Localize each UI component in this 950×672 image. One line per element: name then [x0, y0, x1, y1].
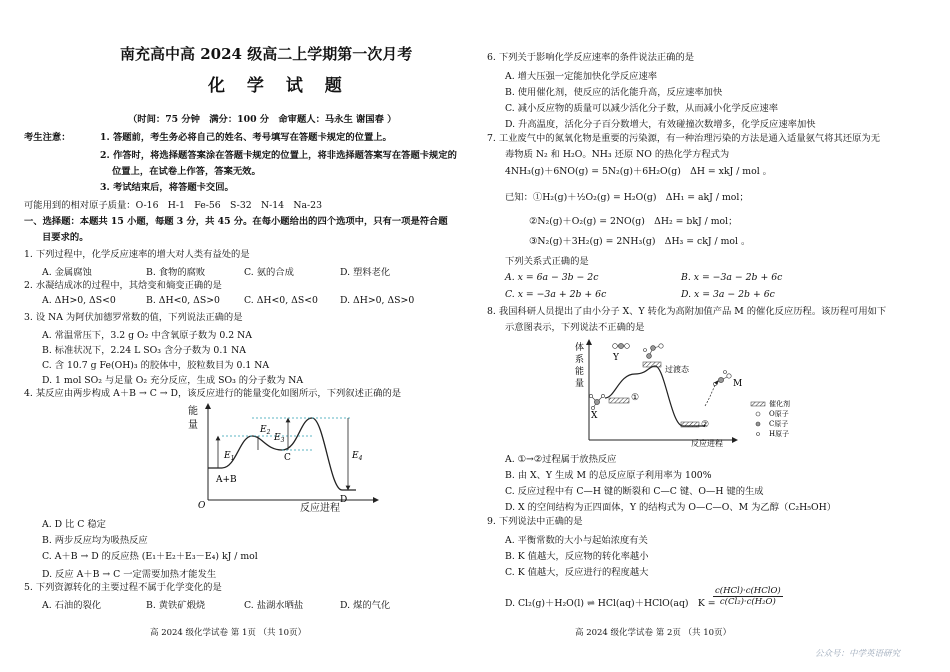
q1-option-b: B. 食物的腐败 [146, 267, 206, 278]
transition-state-label: 过渡态 [665, 365, 689, 374]
label-e3: $E_3$ [274, 433, 285, 444]
footer-page-1: 高 2024 级化学试卷 第 1页 （共 10页） [150, 628, 307, 638]
q8-option-a: A. ①→②过程属于放热反应 [505, 454, 617, 465]
q4-option-b: B. 两步反应均为吸热反应 [42, 535, 148, 546]
catalyst-surface-ts [643, 362, 661, 367]
question-7-cont: 毒物质 N₂ 和 H₂O。NH₃ 还原 NO 的热化学方程式为 [505, 149, 730, 160]
q7-option-d: D. x = 3a − 2b + 6c [681, 289, 775, 300]
notice-label: 考生注意： [24, 132, 71, 143]
molecule-y-label: Y [613, 353, 619, 363]
question-9: 9. 下列说法中正确的是 [487, 516, 583, 527]
question-6: 6. 下列关于影响化学反应速率的条件说法正确的是 [487, 52, 695, 63]
step-1-label: ① [631, 393, 640, 403]
svg-text:量: 量 [575, 379, 585, 389]
reaction-curve [605, 366, 705, 426]
q9-option-b: B. K 值越大，反应物的转化率越小 [505, 551, 649, 562]
svg-text:H原子: H原子 [769, 430, 790, 438]
product-arrow [705, 382, 717, 406]
section-1-heading: 一、选择题：本题共 15 小题，每题 3 分，共 45 分。在每小题给出的四个选项中，只有一项是符合题 [24, 216, 448, 227]
q5-option-a: A. 石油的裂化 [42, 600, 102, 611]
question-5: 5. 下列资源转化的主要过程不属于化学变化的是 [24, 582, 222, 593]
exam-info: （时间：75 分钟 满分：100 分 命审题人：马永生 谢国春 ） [128, 114, 397, 125]
notice-2b: 位置上，在试卷上作答，答案无效。 [112, 166, 261, 177]
q5-option-b: B. 黄铁矿煅烧 [146, 600, 206, 611]
q7-known-eq1: 已知：①H₂(g)＋½O₂(g) = H₂O(g) ΔH₁ = akJ / mol； [505, 192, 749, 203]
label-e2: $E_2$ [260, 425, 271, 436]
molecule-x [589, 394, 604, 409]
q1-option-a: A. 金属腐蚀 [42, 267, 92, 278]
section-1-heading-cont: 目要求的。 [42, 232, 89, 243]
exam-subtitle: 化 学 试 题 [208, 76, 350, 96]
question-4: 4. 某反应由两步构成 A＋B → C → D，该反应进行的能量变化如图所示，下列叙述正确的是 [24, 388, 402, 399]
notice-1: 1. 答题前，考生务必将自己的姓名、考号填写在答题卡规定的位置上。 [100, 132, 392, 143]
energy-profile-diagram [180, 400, 380, 512]
svg-text:系: 系 [575, 355, 585, 365]
q1-option-c: C. 氨的合成 [244, 267, 294, 278]
q6-option-c: C. 减小反应物的质量可以减少活化分子数，从而减小化学反应速率 [505, 103, 779, 114]
svg-text:能: 能 [575, 367, 585, 377]
q9-k-numerator: c(HCl)·c(HClO) [715, 586, 781, 596]
q5-option-c: C. 盐湖水晒盐 [244, 600, 304, 611]
molecule-ts [644, 344, 664, 359]
page-right [475, 0, 950, 672]
q7-option-c: C. x = −3a + 2b + 6c [505, 289, 607, 300]
q4-option-c: C. A＋B → D 的反应热 (E₁＋E₂＋E₃－E₄) kJ / mol [42, 551, 258, 562]
label-c: C [284, 453, 291, 463]
q3-option-d: D. 1 mol SO₂ 与足量 O₂ 充分反应，生成 SO₃ 的分子数为 NA [42, 375, 304, 386]
origin-label: O [198, 501, 206, 511]
q7-known-eq2: ②N₂(g)＋O₂(g) = 2NO(g) ΔH₂ = bkJ / mol； [529, 216, 738, 227]
question-8: 8. 我国科研人员提出了由小分子 X、Y 转化为高附加值产品 M 的催化反应历程。该历程可用如下 [487, 306, 887, 317]
question-1: 1. 下列过程中，化学反应速率的增大对人类有益处的是 [24, 249, 250, 260]
q4-option-a: A. D 比 C 稳定 [42, 519, 106, 530]
q6-option-b: B. 使用催化剂，使反应的活化能升高，反应速率加快 [505, 87, 723, 98]
q3-option-c: C. 含 10.7 g Fe(OH)₃ 的胶体中，胶粒数目为 0.1 NA [42, 360, 270, 371]
label-ab: A+B [216, 475, 237, 485]
q1-option-d: D. 塑料老化 [340, 267, 391, 278]
q7-ask: 下列关系式正确的是 [505, 256, 589, 267]
q7-known-eq3: ③N₂(g)＋3H₂(g) = 2NH₃(g) ΔH₃ = ckJ / mol 。 [529, 236, 751, 247]
svg-text:体: 体 [575, 343, 585, 353]
q6-option-d: D. 升高温度，活化分子百分数增大，有效碰撞次数增多，化学反应速率加快 [505, 119, 816, 130]
molecule-y [613, 343, 630, 348]
q3-option-a: A. 常温常压下，3.2 g O₂ 中含氧原子数为 0.2 NA [42, 330, 252, 341]
exam-title: 南充高中高 2024 级高二上学期第一次月考 [120, 45, 413, 63]
q5-option-d: D. 煤的气化 [340, 600, 391, 611]
q9-k-expression [713, 586, 783, 607]
q9-k-denominator: c(Cl₂)·c(H₂O) [719, 597, 776, 607]
label-e1: $E_1$ [224, 451, 235, 462]
q9-option-d: D. Cl₂(g)＋H₂O(l) ⇌ HCl(aq)＋HClO(aq) K = [505, 598, 716, 609]
q9-option-a: A. 平衡常数的大小与起始浓度有关 [505, 535, 648, 546]
label-d: D [340, 495, 348, 505]
catalyst-surface-2 [681, 422, 699, 427]
q2-option-c: C. ΔH<0, ΔS<0 [244, 295, 318, 306]
y-axis-label-2: 量 [188, 420, 198, 431]
label-e4: $E_4$ [352, 451, 363, 462]
question-2: 2. 水凝结成冰的过程中，其焓变和熵变正确的是 [24, 280, 222, 291]
x-axis-label: 反应进程 [691, 439, 723, 448]
molecule-x-label: X [591, 411, 598, 421]
legend [751, 399, 790, 438]
q9-option-c: C. K 值越大，反应进行的程度越大 [505, 567, 649, 578]
catalysis-energy-diagram [575, 336, 815, 448]
footer-page-2: 高 2024 级化学试卷 第 2页 （共 10页） [575, 628, 732, 638]
q4-option-d: D. 反应 A＋B → C 一定需要加热才能发生 [42, 569, 217, 580]
svg-text:O原子: O原子 [769, 410, 789, 418]
question-8-cont: 示意图表示，下列说法不正确的是 [505, 322, 645, 333]
svg-text:C原子: C原子 [769, 420, 789, 428]
atomic-masses: 可能用到的相对原子质量：O-16 H-1 Fe-56 S-32 N-14 Na-23 [24, 200, 322, 211]
question-3: 3. 设 NA 为阿伏加德罗常数的值，下列说法正确的是 [24, 312, 243, 323]
molecule-m-label: M [733, 379, 743, 389]
y-axis-label-1: 能 [188, 406, 198, 417]
energy-x-axis-label: 反应进程 [300, 503, 340, 514]
q2-option-d: D. ΔH>0, ΔS>0 [340, 295, 415, 306]
notice-3: 3. 考试结束后，将答题卡交回。 [100, 182, 234, 193]
question-7: 7. 工业废气中的氮氧化物是重要的污染源，有一种治理污染的方法是通入适量氨气将其还原为无 [487, 133, 880, 144]
q2-option-a: A. ΔH>0, ΔS<0 [42, 295, 116, 306]
q7-main-equation: 4NH₃(g)＋6NO(g) = 5N₂(g)＋6H₂O(g) ΔH = xkJ / mol 。 [505, 166, 772, 177]
q2-option-b: B. ΔH<0, ΔS>0 [146, 295, 220, 306]
catalyst-surface-1 [609, 398, 629, 403]
q7-option-b: B. x = −3a − 2b + 6c [681, 272, 783, 283]
svg-text:催化剂: 催化剂 [769, 400, 790, 408]
q3-option-b: B. 标准状况下，2.24 L SO₃ 含分子数为 0.1 NA [42, 345, 247, 356]
step-2-label: ② [701, 420, 710, 430]
q7-option-a: A. x = 6a − 3b − 2c [505, 272, 599, 283]
notice-2: 2. 作答时，将选择题答案涂在答题卡规定的位置上，将非选择题答案写在答题卡规定的 [100, 150, 457, 161]
watermark: 公众号：中学英语研究 [815, 649, 901, 659]
q8-option-c: C. 反应过程中有 C—H 键的断裂和 C—C 键、O—H 键的生成 [505, 486, 764, 497]
q8-option-b: B. 由 X、Y 生成 M 的总反应原子利用率为 100% [505, 470, 712, 481]
q8-option-d: D. X 的空间结构为正四面体，Y 的结构式为 O—C—O、M 为乙醇（C₂H₅OH） [505, 502, 837, 513]
q6-option-a: A. 增大压强一定能加快化学反应速率 [505, 71, 658, 82]
